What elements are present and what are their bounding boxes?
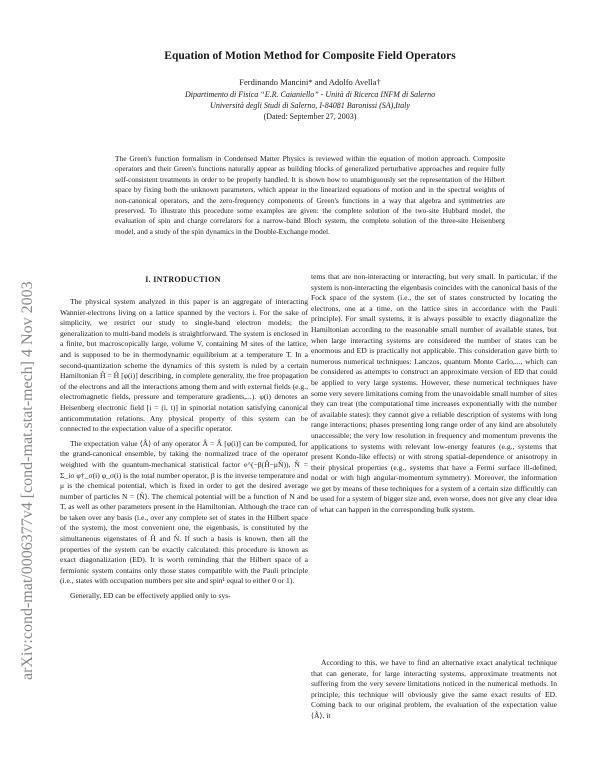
abstract: The Green's function formalism in Condensed Matter Physics is reviewed within the equation of motion approach. Composite operators and their Green's functions naturally appear as building blocks of generalized perturbative approaches and require fully self-consistent treatments in order to be properly handled. It is shown how to unambiguously set the representation of the Hilbert space by fixing both the unknown parameters, which appear in the linearized equations of motion and in the spectral weights of non-canonical operators, and the zero-frequency components of Green's functions in a way that algebra and symmetries are preserved. To illustrate this procedure some examples are given: the complete solution of the two-site Hubbard model, the evaluation of spin and charge correlators for a narrow-band Bloch system, the complete solution of the three-site Heisenberg model, and a study of the spin dynamics in the Double-Exchange model.	[115, 154, 505, 236]
right-paragraph-1: tems that are non-interacting or interacting, but very small. In particular, if the system is non-interacting the eigenbasis coincides with the canonical basis of the Fock space of the system (i.e., the set of states constructed by locating the electrons, one at a time, on the lattice sites in accordance with the Pauli principle). For small systems, it is always possible to exactly diagonalize the Hamiltonian according to the reasonable small number of available states, but when large interacting systems are considered the number of states can be enormous and ED is practically not applicable. This consideration gave birth to numerous numerical techniques: Lanczos, quantum Monte Carlo,..., which can be considered as attempts to construct an approximate version of ED that could be applied to very large systems. However, these numerical techniques have some very severe limitations coming from the unavoidable small number of sites they can treat (the computational time increases exponentially with the number of available states): they cannot give a reliable description of systems with long range interactions; phases presenting long range order of any kind are absolutely unaccessible; the very low resolution in frequency and momentum prevents the applications to systems with relevant low-energy features (e.g., systems that present Kondo-like effects) or with strong spatial-dependence or anisotropy in their physical properties (e.g., systems that have a Fermi surface ill-defined, nodal or with high angular-momentum symmetry). Moreover, the information we get by means of these techniques for a system of a certain size difficultly can be used for a system of bigger size and, even worse, does not give any clear idea of what can happen in the corresponding bulk system.	[311, 272, 557, 515]
left-paragraph-3: Generally, ED can be effectively applied only to sys-	[70, 591, 231, 601]
left-paragraph-2: The expectation value ⟨Â⟩ of any operator Â = Â [φ(i)] can be computed, for the grand-canonical ensemble, by taking the normalized trace of the operator weighted with the quantum-mechanical statistical factor e^(−β(Ĥ−μN̂)), N̂ = Σ_iσ φ†_σ(i) φ_σ(i) is the total number operator, β is the inverse temperature and μ is the chemical potential, which is fixed in order to get the desired average number of particles N = ⟨N̂⟩. The chemical potential will be a function of N and T, as well as other parameters present in the Hamiltonian. Although the trace can be taken over any basis (i.e., over any complete set of states in the Hilbert space of the system), the most convenient one, the eigenbasis, is constituted by the simultaneous eigenstates of Ĥ and N̂. If such a basis is known, then all the properties of the system can be exactly calculated: this procedure is known as exact diagonalization (ED). It is worth reminding that the Hilbert space of a fermionic system contains only those states compatible with the Pauli principle (i.e., states with occupation numbers per site and spin¹ equal to either 0 or 1).	[60, 438, 308, 586]
section-heading-introduction: I. INTRODUCTION	[145, 275, 221, 284]
right-column	[311, 272, 557, 516]
right-column-lower	[311, 658, 557, 722]
dated: (Dated: September 27, 2003)	[263, 112, 357, 121]
arxiv-stamp: arXiv:cond-mat/0006377v4 [cond-mat.stat-mech] 4 Nov 2003	[19, 281, 36, 680]
affiliation-line-1: Dipartimento di Fisica “E.R. Caianiello” - Unità di Ricerca INFM di Salerno	[184, 90, 436, 99]
authors: Ferdinando Mancini* and Adolfo Avella†	[239, 77, 381, 87]
left-column	[60, 297, 308, 602]
arxiv-stamp-region	[4, 40, 34, 690]
left-paragraph-1: The physical system analyzed in this paper is an aggregate of interacting Wannier-electrons living on a lattice spanned by the vectors i. For the sake of simplicity, we restrict our study to single-band electron models; the generalization to multi-band models is straightforward. The system is enclosed in a finite, but macroscopically large, volume V, containing M sites of the lattice, and is supposed to be in thermodynamic equilibrium at a temperature T. In a second-quantization scheme the dynamics of this system is ruled by a certain Hamiltonian Ĥ = Ĥ [φ(i)] describing, in complete generality, the free propagation of the electrons and all the interactions among them and with external fields (e.g., electromagnetic fields, pressure and temperature gradients,...). φ(i) denotes an Heisenberg electronic field [i = (i, t)] in spinorial notation satisfying canonical anticommutation relations. Any physical property of this system can be connected to the expectation value of a specific operator.	[60, 297, 308, 434]
right-paragraph-2: According to this, we have to find an alternative exact analytical technique that can generate, for large interacting systems, approximate treatments not suffering from the very severe limitations noticed in the numerical methods. In principle, this technique will obviously give the same exact results of ED. Coming back to our original problem, the evaluation of the expectation value ⟨Â⟩, it	[311, 658, 557, 720]
affiliation-line-2: Università degli Studi di Salerno, I-84081 Baronissi (SA),Italy	[210, 101, 410, 110]
paper-title: Equation of Motion Method for Composite Field Operators	[164, 50, 456, 62]
affiliation	[60, 89, 560, 111]
